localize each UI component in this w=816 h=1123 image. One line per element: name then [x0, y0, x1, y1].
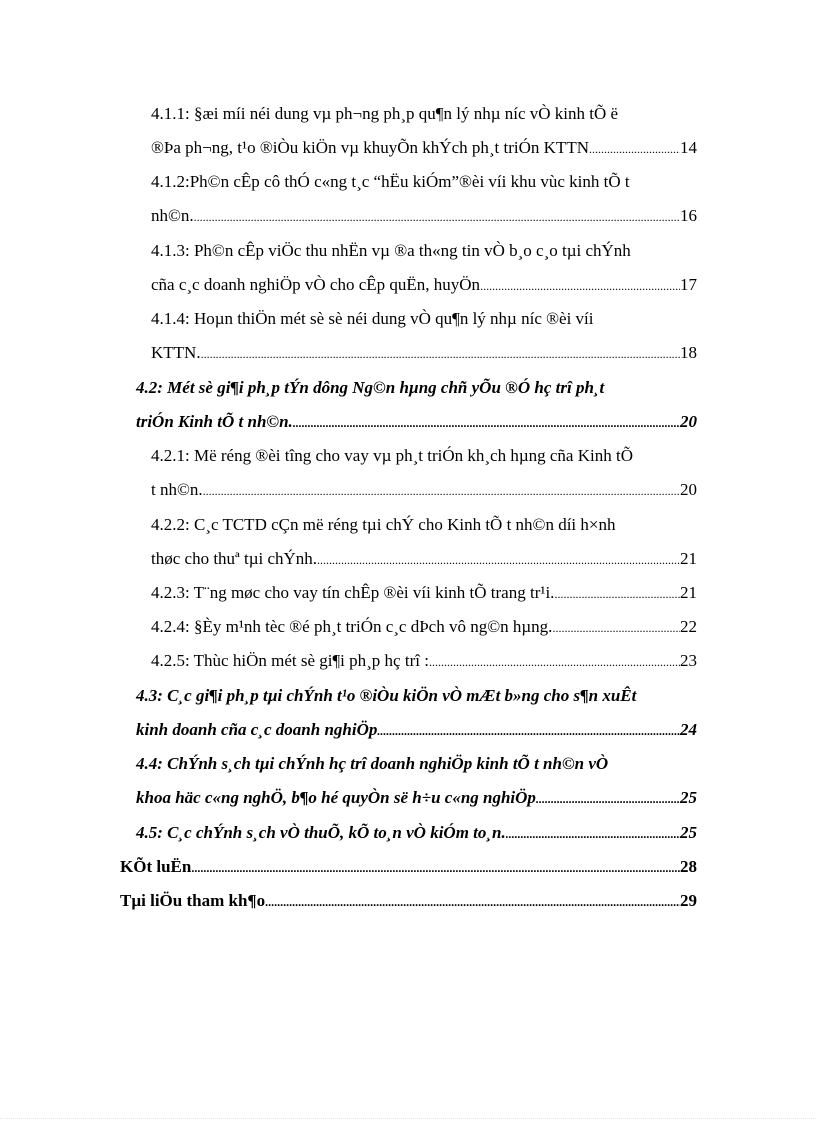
toc-entry-4-2-2-line1: 4.2.2: C¸c TCTD cÇn më réng tµi chÝ cho Kinh tÕ t nh©n díi h×nh: [151, 515, 616, 534]
toc-dot-leader: [480, 273, 680, 299]
toc-page-number: 25: [680, 823, 697, 842]
toc-dot-leader: [317, 547, 680, 573]
toc-page-number: 28: [680, 857, 697, 876]
toc-dot-leader: [293, 410, 680, 436]
toc-entry-4-2-4[interactable]: [151, 614, 697, 640]
toc-dot-leader: [201, 341, 680, 367]
toc-entry-text: 4.2.3: T¨ng møc cho vay tín chÊp ®èi víi kinh tÕ trang tr¹i.: [151, 583, 555, 602]
toc-entry-text: 4.2.5: Thùc hiÖn mét sè gi¶i ph¸p hç trî :: [151, 651, 429, 670]
toc-entry-4-1-1[interactable]: [151, 135, 697, 161]
toc-dot-leader: [554, 581, 680, 607]
toc-entry-text: thøc cho thuª tµi chÝnh.: [151, 549, 318, 568]
toc-dot-leader: [191, 855, 680, 881]
toc-page-number: 14: [680, 138, 697, 157]
toc-entry-4-2-2[interactable]: [151, 546, 697, 572]
toc-dot-leader: [536, 786, 680, 812]
toc-page-number: 21: [680, 549, 697, 568]
toc-entry-text: KÕt luËn: [120, 857, 192, 876]
toc-section-4-2[interactable]: [136, 409, 697, 435]
toc-entry-4-1-3[interactable]: [151, 272, 697, 298]
toc-section-4-4-line1: 4.4: ChÝnh s¸ch tµi chÝnh hç trî doanh nghiÖp kinh tÕ t nh©n vÒ: [136, 754, 609, 773]
toc-dot-leader: [589, 136, 680, 162]
toc-section-4-3[interactable]: [136, 717, 697, 743]
toc-dot-leader: [506, 821, 680, 847]
toc-entry-4-1-1-line1: 4.1.1: §æi míi néi dung vµ ph¬ng ph¸p qu¶n lý nhµ níc vÒ kinh tÕ ë: [151, 104, 619, 123]
toc-entry-4-1-4-line1: 4.1.4: Hoµn thiÖn mét sè sè néi dung vÒ qu¶n lý nhµ níc ®èi víi: [151, 309, 594, 328]
toc-section-4-3-line1: 4.3: C¸c gi¶i ph¸p tµi chÝnh t¹o ®iÒu kiÖn vÒ mÆt b»ng cho s¶n xuÊt: [136, 686, 637, 705]
toc-dot-leader: [265, 889, 680, 915]
toc-entry-text: Tµi liÖu tham kh¶o: [120, 891, 266, 910]
toc-section-4-5[interactable]: [136, 820, 697, 846]
toc-entry-text: nh©n.: [151, 206, 194, 225]
toc-page-number: 17: [680, 275, 697, 294]
toc-dot-leader: [429, 649, 680, 675]
toc-references[interactable]: [120, 888, 697, 914]
toc-dot-leader: [203, 478, 680, 504]
toc-entry-text: triÓn Kinh tÕ t nh©n.: [136, 412, 293, 431]
toc-entry-4-2-1[interactable]: [151, 477, 697, 503]
toc-entry-4-1-2-line1: 4.1.2:Ph©n cÊp cô thÓ c«ng t¸c “hËu kiÓm”®èi víi khu vùc kinh tÕ t: [151, 172, 630, 191]
toc-dot-leader: [552, 615, 680, 641]
toc-entry-text: kinh doanh cña c¸c doanh nghiÖp: [136, 720, 378, 739]
toc-entry-4-1-4[interactable]: [151, 340, 697, 366]
toc-entry-text: KTTN.: [151, 343, 201, 362]
toc-entry-4-2-1-line1: 4.2.1: Më réng ®èi tîng cho vay vµ ph¸t triÓn kh¸ch hµng cña Kinh tÕ: [151, 446, 633, 465]
toc-dot-leader: [194, 204, 680, 230]
toc-page-number: 20: [680, 412, 697, 431]
toc-page-number: 24: [680, 720, 697, 739]
toc-entry-4-2-5[interactable]: [151, 648, 697, 674]
toc-entry-text: 4.5: C¸c chÝnh s¸ch vÒ thuÕ, kÕ to¸n vÒ kiÓm to¸n.: [136, 823, 506, 842]
toc-entry-text: ®Þa ph¬ng, t¹o ®iÒu kiÖn vµ khuyÕn khÝch ph¸t triÓn KTTN: [151, 138, 589, 157]
toc-entry-4-2-3[interactable]: [151, 580, 697, 606]
toc-section-4-2-line1: 4.2: Mét sè gi¶i ph¸p tÝn dông Ng©n hµng chñ yÕu ®Ó hç trî ph¸t: [136, 378, 605, 397]
toc-entry-text: t nh©n.: [151, 480, 203, 499]
toc-entry-4-1-2[interactable]: [151, 203, 697, 229]
page-bottom-divider: [0, 1118, 816, 1119]
toc-page-number: 23: [680, 651, 697, 670]
toc-entry-text: cña c¸c doanh nghiÖp vÒ cho cÊp quËn, huyÖn: [151, 275, 481, 294]
toc-entry-4-1-3-line1: 4.1.3: Ph©n cÊp viÖc thu nhËn vµ ®a th«ng tin vÒ b¸o c¸o tµi chÝnh: [151, 241, 631, 260]
toc-entry-text: 4.2.4: §Èy m¹nh tèc ®é ph¸t triÓn c¸c dÞch vô ng©n hµng.: [151, 617, 553, 636]
toc-page-number: 22: [680, 617, 697, 636]
toc-page-number: 16: [680, 206, 697, 225]
toc-section-4-4[interactable]: [136, 785, 697, 811]
toc-page-number: 25: [680, 788, 697, 807]
toc-entry-text: khoa häc c«ng nghÖ, b¶o hé quyÒn së h÷u c«ng nghiÖp: [136, 788, 536, 807]
toc-page-number: 18: [680, 343, 697, 362]
toc-page-number: 21: [680, 583, 697, 602]
toc-conclusion[interactable]: [120, 854, 697, 880]
toc-page-number: 20: [680, 480, 697, 499]
toc-dot-leader: [377, 718, 680, 744]
toc-page-number: 29: [680, 891, 697, 910]
